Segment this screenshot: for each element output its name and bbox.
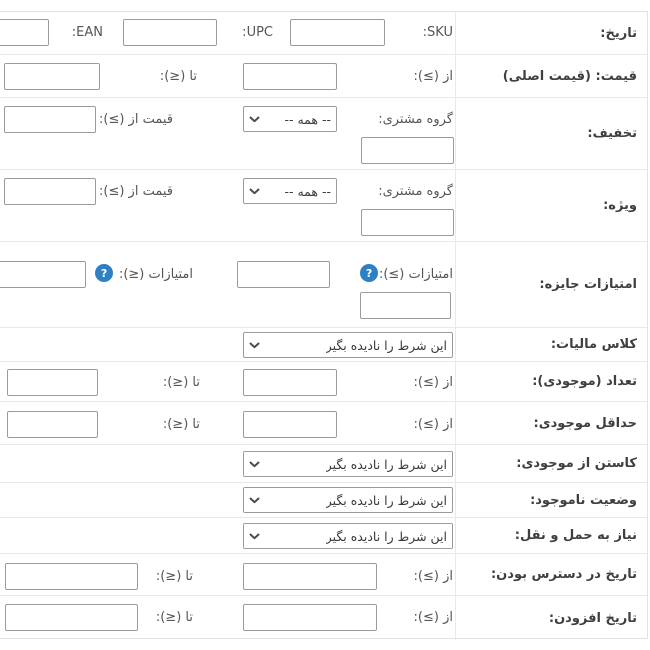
discount-price-from-input[interactable] [4, 106, 96, 133]
date-added-to-input[interactable] [5, 604, 138, 631]
row-label: ویژه: [603, 198, 637, 213]
row-date-added-fields [0, 596, 455, 640]
quantity-to-label: تا (≤): [162, 375, 200, 390]
row-reward-label-cell [455, 242, 647, 327]
question-mark-icon[interactable]: ? [95, 264, 113, 282]
row-price-fields [0, 55, 455, 97]
upc-label: UPC: [242, 25, 273, 40]
filter-row-requires-shipping [0, 517, 647, 553]
chevron-down-icon [249, 461, 260, 468]
row-quantity-fields [0, 362, 455, 401]
product-filter-table [0, 11, 648, 639]
selected-option: -- همه -- [284, 183, 331, 199]
price-from-input[interactable] [243, 63, 337, 90]
filter-row-min-quantity [0, 401, 647, 444]
row-discount-fields [0, 98, 455, 169]
row-label: کلاس مالیات: [550, 337, 637, 352]
requires-shipping-select[interactable] [243, 523, 453, 549]
quantity-to-input[interactable] [7, 369, 98, 396]
row-special-label-cell [455, 170, 647, 241]
special-customer-group-select[interactable] [243, 178, 337, 204]
quantity-from-input[interactable] [243, 369, 337, 396]
price-from-label: از (≥): [413, 69, 453, 84]
chevron-down-icon [249, 497, 260, 504]
row-label: نیاز به حمل و نقل: [514, 528, 637, 543]
row-label: کاستن از موجودی: [516, 456, 637, 471]
row-label: تخفیف: [587, 126, 637, 141]
special-extra-input[interactable] [361, 209, 454, 236]
filter-row-discount [0, 97, 647, 169]
row-label: تعداد (موجودی): [532, 374, 637, 389]
filter-row-out-of-stock-status [0, 482, 647, 517]
reward-points-from-input[interactable] [237, 261, 330, 288]
discount-price-from-label: قیمت از (≥): [99, 112, 173, 127]
date-added-from-input[interactable] [243, 604, 377, 631]
quantity-from-label: از (≥): [413, 375, 453, 390]
row-label: وضعیت ناموجود: [530, 492, 637, 508]
sku-label: SKU: [422, 25, 453, 40]
price-to-input[interactable] [4, 63, 100, 90]
min-quantity-from-label: از (≥): [413, 417, 453, 432]
filter-row-date-added [0, 595, 647, 640]
row-tax-label-cell [455, 328, 647, 361]
selected-option: این شرط را نادیده بگیر [325, 456, 447, 472]
row-reward-fields [0, 242, 455, 327]
row-label: امتیازات جایزه: [539, 277, 637, 292]
date-added-to-label: تا (≤): [155, 610, 193, 625]
row-subtract-fields [0, 445, 455, 482]
reward-points-from-label: امتیازات (≥): [378, 267, 453, 282]
question-mark-icon[interactable]: ? [360, 264, 378, 282]
discount-extra-input[interactable] [361, 137, 454, 164]
special-price-from-input[interactable] [4, 178, 96, 205]
row-min-quantity-label-cell [455, 402, 647, 444]
discount-customer-group-label: گروه مشتری: [378, 112, 453, 127]
discount-customer-group-select[interactable] [243, 106, 337, 132]
row-price-label-cell [455, 55, 647, 97]
date-available-from-label: از (≥): [413, 569, 453, 584]
ean-input[interactable] [0, 19, 49, 46]
filter-row-reward-points [0, 241, 647, 327]
row-discount-label-cell [455, 98, 647, 169]
chevron-down-icon [249, 533, 260, 540]
selected-option: -- همه -- [284, 111, 331, 127]
min-quantity-to-input[interactable] [7, 411, 98, 438]
date-available-from-input[interactable] [243, 563, 377, 590]
filter-row-date-available [0, 553, 647, 595]
reward-points-to-label: امتیازات (≤): [118, 267, 193, 282]
row-date-available-fields [0, 554, 455, 595]
row-quantity-label-cell [455, 362, 647, 401]
sku-input[interactable] [290, 19, 385, 46]
date-available-to-label: تا (≤): [155, 569, 193, 584]
row-date-fields [0, 12, 455, 54]
date-added-from-label: از (≥): [413, 610, 453, 625]
reward-extra-input[interactable] [360, 292, 451, 319]
special-price-from-label: قیمت از (≥): [99, 184, 173, 199]
filter-row-subtract-stock [0, 444, 647, 482]
row-subtract-label-cell [455, 445, 647, 482]
row-label: حداقل موجودی: [533, 415, 637, 431]
row-date-available-label-cell [455, 554, 647, 595]
row-label: قیمت: (قیمت اصلی) [502, 68, 637, 84]
row-date-added-label-cell [455, 596, 647, 640]
selected-option: این شرط را نادیده بگیر [325, 337, 447, 353]
tax-class-select[interactable] [243, 332, 453, 358]
subtract-stock-select[interactable] [243, 451, 453, 477]
selected-option: این شرط را نادیده بگیر [325, 528, 447, 544]
row-min-quantity-fields [0, 402, 455, 444]
reward-points-to-input[interactable] [0, 261, 86, 288]
row-label: تاریخ افزودن: [548, 610, 637, 626]
row-tax-fields [0, 328, 455, 361]
row-date-label-cell [455, 12, 647, 54]
filter-row-quantity [0, 361, 647, 401]
chevron-down-icon [249, 188, 260, 195]
row-oos-fields [0, 483, 455, 517]
row-label: تاریخ: [600, 25, 637, 41]
chevron-down-icon [249, 342, 260, 349]
filter-row-special [0, 169, 647, 241]
selected-option: این شرط را نادیده بگیر [325, 492, 447, 508]
filter-row-price [0, 54, 647, 97]
filter-row-date [0, 12, 647, 54]
row-shipping-label-cell [455, 518, 647, 553]
chevron-down-icon [249, 116, 260, 123]
row-oos-label-cell [455, 483, 647, 517]
ean-label: EAN: [71, 25, 103, 40]
filter-row-tax-class [0, 327, 647, 361]
date-available-to-input[interactable] [5, 563, 138, 590]
out-of-stock-status-select[interactable] [243, 487, 453, 513]
row-shipping-fields [0, 518, 455, 553]
min-quantity-from-input[interactable] [243, 411, 337, 438]
special-customer-group-label: گروه مشتری: [378, 184, 453, 199]
upc-input[interactable] [123, 19, 217, 46]
min-quantity-to-label: تا (≤): [162, 417, 200, 432]
row-special-fields [0, 170, 455, 241]
price-to-label: تا (≤): [159, 69, 197, 84]
row-label: تاریخ در دسترس بودن: [490, 567, 637, 582]
